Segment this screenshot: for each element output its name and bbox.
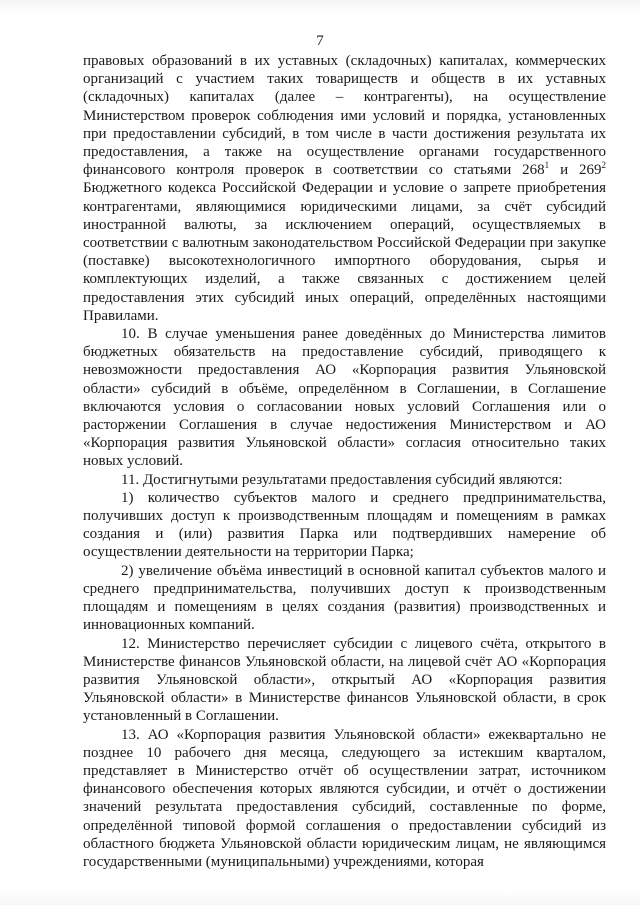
paragraph-text: Бюджетного кодекса Российской Федерации и условие о запрете приобретения контрагентами, являющимися юридическими лицами, за счёт субсидий иностранной валюты, за исключением операций, осуществляемых в соответствии с валютным законодательством Российской Федерации при закупке (поставке) высокотехнологичного импортного оборудования, сырья и комплектующих изделий, а также связанных с достижением целей предоставления этих субсидий иных операций, определённых настоящими Правилами.: [83, 180, 606, 324]
subitem-11-2: 2) увеличение объёма инвестиций в основной капитал субъектов малого и среднего предпринимательства, получивших доступ к производственным площадям и помещениям в целях создания (развития) производственных и инновационных компаний.: [83, 562, 606, 634]
paragraph-item-11: 11. Достигнутыми результатами предоставления субсидий являются:: [121, 471, 563, 488]
paragraph-item-10: 10. В случае уменьшения ранее доведённых до Министерства лимитов бюджетных обязательств на предоставление субсидий, приводящего к невозможности предоставления АО «Корпорация развития Ульяновской области» субсидий в объёме, определённом в Соглашении, в Соглашение включаются условия о согласовании новых условий Соглашения или о расторжении Соглашения в случае недостижения Министерством и АО «Корпорация развития Ульяновской области» согласия относительно таких новых условий.: [83, 326, 606, 470]
page-number: 7: [316, 33, 324, 49]
scan-top-edge: [0, 0, 640, 14]
paragraph-item-12: 12. Министерство перечисляет субсидии с лицевого счёта, открытого в Министерстве финансов Ульяновской области, на лицевой счёт АО «Корпорация развития Ульяновской области», открытый АО «Корпорация развития Ульяновской области» в Министерстве финансов Ульяновской области, в срок установленный в Соглашении.: [83, 635, 606, 725]
document-body: [83, 52, 606, 871]
superscript-article-268: 1: [544, 160, 550, 171]
superscript-article-269: 2: [601, 160, 606, 171]
paragraph-item-13: 13. АО «Корпорация развития Ульяновской области» ежеквартально не позднее 10 рабочего дня месяца, следующего за истекшим кварталом, представляет в Министерство отчёт об осуществлении затрат, источником финансового обеспечения которых являются субсидии, и отчёт о достижении значений результата предоставления субсидий, составленные по форме, определённой типовой формой соглашения о предоставлении субсидий из областного бюджета Ульяновской области юридическим лицам, не являющимся государственными (муниципальными) учреждениями, которая: [83, 726, 606, 870]
paragraph-continuation: [83, 52, 606, 325]
paragraph-text: правовых образований в их уставных (складочных) капиталах, коммерческих организаций с участием таких товариществ и обществ в их уставных (складочных) капиталах (далее – контрагенты), на осуществление Министерством проверок соблюдения ими условий и порядка, установленных при предоставлении субсидий, в том числе в части достижения результата их предоставления, а также на осуществление органами государственного финансового контроля проверок в соответствии со статьями 268: [83, 53, 606, 179]
paragraph-text: и 269: [549, 162, 602, 179]
subitem-11-1: 1) количество субъектов малого и среднего предпринимательства, получивших доступ к производственным площадям и помещениям в рамках создания и (или) развития Парка или подтвердивших намерение об осуществлении деятельности на территории Парка;: [83, 489, 606, 561]
scan-bottom-edge: [0, 891, 640, 905]
